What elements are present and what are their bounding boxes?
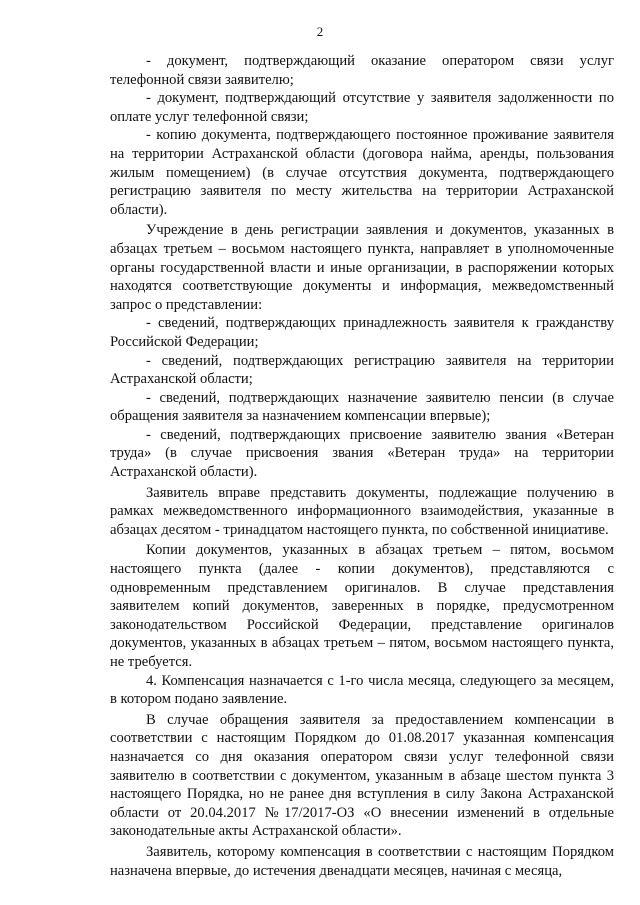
paragraph-document-operator-service: - документ, подтверждающий оказание оператором связи услуг телефонной связи заявителю;	[110, 53, 614, 88]
paragraph-citizenship-info: - сведений, подтверждающих принадлежность заявителя к гражданству Российской Федерации;	[110, 315, 614, 350]
paragraph-before-2017: В случае обращения заявителя за предоставлением компенсации в соответствии с настоящим Порядком до 01.08.2017 указанная компенсация назначается со дня оказания оператором связи услуг телефонной связи заявителю в соответствии с документом, указанным в абзаце шестом пункта 3 настоящего Порядка, но не ранее дня вступления в силу Закона Астраханской области от 20.04.2017 №17/2017-ОЗ «О внесении изменений в отдельные законодательные акты Астраханской области».	[110, 711, 614, 840]
paragraph-veteran-info: - сведений, подтверждающих присвоение заявителю звания «Ветеран труда» (в случае присвоения звания «Ветеран труда» на территории Астраханской области).	[110, 426, 614, 481]
paragraph-registration-info: - сведений, подтверждающих регистрацию заявителя на территории Астраханской области;	[110, 352, 614, 388]
paragraph-interagency-request: Учреждение в день регистрации заявления и документов, указанных в абзацах третьем – восьмом настоящего пункта, направляет в уполномоченные органы государственной власти и иные организации, в распоряжении которых находятся соответствующие документы и информация, межведомственный запрос о представлении:	[110, 222, 614, 313]
page-number: 2	[316, 24, 324, 39]
paragraph-first-time-assigned: Заявитель, которому компенсация в соответствии с настоящим Порядком назначена впервые, до истечения двенадцати месяцев, начиная с месяца,	[110, 843, 614, 879]
paragraph-document-no-debt: - документ, подтверждающий отсутствие у заявителя задолженности по оплате услуг телефонной связи;	[110, 90, 614, 125]
paragraph-pension-info: - сведений, подтверждающих назначение заявителю пенсии (в случае обращения заявителя за назначением компенсации впервые);	[110, 389, 614, 425]
paragraph-document-copies: Копии документов, указанных в абзацах третьем – пятом, восьмом настоящего пункта (далее - копии документов), представляются с одновременным представлением оригиналов. В случае представления заявителем копий документов, заверенных в порядке, предусмотренном законодательством Российской Федерации, представление оригиналов документов, указанных в абзацах третьем – пятом, восьмом настоящего пункта, не требуется.	[110, 542, 614, 670]
paragraph-section-4: 4. Компенсация назначается с 1-го числа месяца, следующего за месяцем, в котором подано заявление.	[110, 672, 614, 708]
paragraph-residence-copy: - копию документа, подтверждающего постоянное проживание заявителя на территории Астраханской области (договора найма, аренды, пользования жилым помещением) (в случае отсутствия документа, подтверждающего регистрацию заявителя по месту жительства на территории Астраханской области).	[110, 127, 614, 218]
paragraph-own-initiative: Заявитель вправе представить документы, подлежащие получению в рамках межведомственного информационного взаимодействия, указанные в абзацах десятом - тринадцатом настоящего пункта, по собственной инициативе.	[110, 484, 614, 538]
